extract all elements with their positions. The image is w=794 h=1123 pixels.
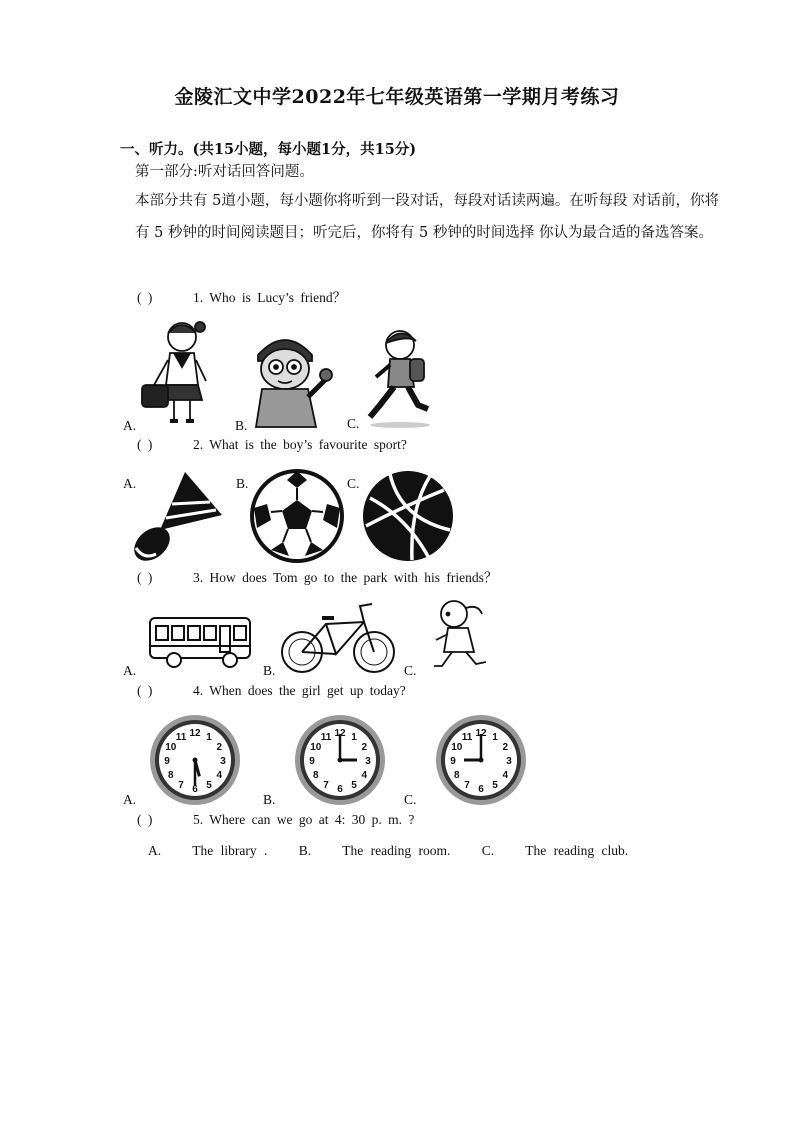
clock-number: 1: [351, 731, 357, 743]
clock-number: 8: [167, 770, 174, 781]
clock-number: 10: [451, 742, 463, 753]
option-letter: A.: [123, 792, 137, 807]
option-c[interactable]: C. The reading club.: [481, 843, 629, 858]
clock-number: 3: [220, 756, 226, 767]
clock-icon: [148, 713, 242, 807]
answer-blank[interactable]: ( ): [137, 290, 153, 305]
clock-number: 11: [320, 731, 332, 743]
clock-number: 6: [478, 784, 484, 795]
question-5-options: [148, 843, 652, 859]
clock-icon: [293, 713, 387, 807]
clock-number: 7: [178, 780, 184, 792]
option-letter: C.: [347, 476, 360, 491]
soccer-ball-icon: [249, 468, 345, 564]
clock-number: 5: [492, 780, 498, 792]
clock-number: 5: [206, 780, 212, 792]
section-heading: 一、听力。(共15小题，每小题1分，共15分): [120, 141, 417, 158]
page-title: 金陵汇文中学2022年七年级英语第一学期月考练习: [174, 86, 620, 108]
clock-number: 9: [164, 756, 170, 767]
option-letter: B.: [263, 663, 276, 678]
answer-blank[interactable]: ( ): [137, 437, 153, 452]
clock-number: 4: [502, 770, 509, 781]
clock-number: 5: [351, 780, 357, 792]
walking-girl-icon: [428, 596, 494, 672]
clock-number: 7: [464, 780, 470, 792]
option-letter: A.: [123, 418, 137, 433]
part-heading: 第一部分:听对话回答问题。: [135, 164, 314, 180]
question-3: [137, 566, 497, 586]
answer-blank[interactable]: ( ): [137, 570, 153, 585]
clock-number: 3: [365, 756, 371, 767]
option-letter: A.: [123, 663, 137, 678]
question-4: [137, 683, 406, 699]
option-letter: B.: [235, 418, 248, 433]
clock-number: 6: [337, 784, 343, 795]
girl-with-glasses-icon: [250, 325, 340, 430]
answer-blank[interactable]: ( ): [137, 812, 153, 827]
clock-number: 11: [175, 731, 187, 743]
girl-with-bag-icon: [140, 315, 220, 430]
clock-number: 2: [502, 742, 509, 753]
answer-blank[interactable]: ( ): [137, 683, 153, 698]
option-letter: B.: [236, 476, 249, 491]
question-text: 5. Where can we go at 4: 30 p. m. ?: [193, 812, 415, 827]
question-1: [137, 286, 346, 306]
clock-number: 12: [189, 728, 201, 739]
clock-number: 8: [312, 770, 319, 781]
option-letter: A.: [123, 476, 137, 491]
basketball-icon: [360, 468, 456, 564]
clock-number: 11: [461, 731, 473, 743]
bicycle-icon: [278, 600, 398, 675]
option-b[interactable]: B. The reading room.: [298, 843, 451, 858]
clock-number: 7: [323, 780, 329, 792]
question-text: 4. When does the girl get up today?: [193, 683, 406, 698]
question-2: [137, 437, 407, 453]
clock-number: 6: [192, 784, 198, 795]
clock-number: 1: [492, 731, 498, 743]
option-letter: B.: [263, 792, 276, 807]
clock-number: 4: [216, 770, 223, 781]
option-letter: C.: [404, 792, 417, 807]
clock-number: 12: [334, 728, 346, 739]
clock-number: 8: [453, 770, 460, 781]
option-letter: C.: [347, 416, 360, 431]
clock-number: 9: [450, 756, 456, 767]
clock-number: 12: [475, 728, 487, 739]
clock-icon: [434, 713, 528, 807]
option-letter: C.: [404, 663, 417, 678]
shuttlecock-icon: [130, 470, 225, 562]
clock-number: 4: [361, 770, 368, 781]
question-text: 2. What is the boy’s favourite sport?: [193, 437, 407, 452]
running-boy-icon: [364, 325, 434, 430]
clock-number: 3: [506, 756, 512, 767]
clock-number: 10: [165, 742, 177, 753]
clock-number: 2: [361, 742, 368, 753]
clock-number: 1: [206, 731, 212, 743]
instructions: 本部分共有 5道小题，每小题你将听到一段对话，每段对话读两遍。在听每段 对话前，你将有 5 秒钟的时间阅读题目；听完后，你将有 5 秒钟的时间选择 你认为最合适的备选答案。: [135, 193, 719, 241]
clock-number: 9: [309, 756, 315, 767]
option-a[interactable]: A. The library .: [148, 843, 268, 858]
clock-number: 2: [216, 742, 223, 753]
question-text: 3. How does Tom go to the park with his friends？: [193, 570, 498, 585]
question-5: [137, 812, 414, 828]
question-text: 1. Who is Lucy’s friend？: [193, 290, 347, 305]
bus-icon: [148, 616, 254, 670]
clock-number: 10: [310, 742, 322, 753]
